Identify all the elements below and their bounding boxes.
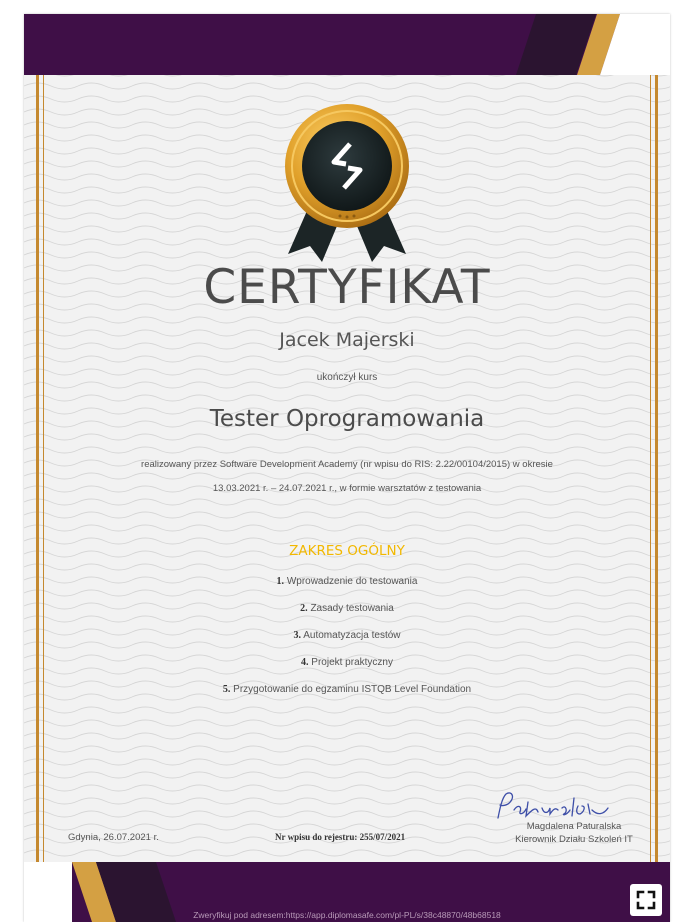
completed-label: ukończył kurs — [316, 372, 378, 383]
course-name: Tester Oprogramowania — [209, 406, 485, 432]
certificate — [24, 14, 670, 922]
signer-name: Magdalena Paturalska — [526, 821, 622, 832]
top-banner — [24, 14, 670, 75]
certificate-title: CERTYFIKAT — [203, 260, 491, 315]
scope-item: 4. Projekt praktyczny — [301, 657, 393, 668]
description-line-2: 13.03.2021 r. – 24.07.2021 r., w formie warsztatów z testowania — [212, 483, 482, 494]
scope-list — [24, 576, 670, 711]
fullscreen-button[interactable] — [630, 884, 662, 916]
medal-badge — [280, 104, 414, 276]
description-line-1: realizowany przez Software Development Academy (nr wpisu do RIS: 2.22/00104/2015) w okresie — [141, 459, 553, 470]
scope-item: 5. Przygotowanie do egzaminu ISTQB Level Foundation — [222, 684, 472, 695]
fullscreen-icon — [636, 890, 656, 910]
signer-block — [474, 820, 670, 846]
verification-url[interactable]: Zweryfikuj pod adresem:https://app.diplomasafe.com/pl-PL/s/38c48870/48b68518 — [193, 910, 501, 920]
scope-item: 1. Wprowadzenie do testowania — [276, 576, 418, 587]
place-date: Gdynia, 26.07.2021 r. — [68, 832, 159, 843]
scope-item: 3. Automatyzacja testów — [293, 630, 401, 641]
signer-role: Kierownik Działu Szkoleń IT — [515, 834, 633, 845]
scope-title: ZAKRES OGÓLNY — [289, 543, 405, 559]
registry-number: Nr wpisu do rejestru: 255/07/2021 — [275, 832, 406, 842]
scope-item: 2. Zasady testowania — [300, 603, 394, 614]
recipient-name: Jacek Majerski — [279, 329, 415, 351]
